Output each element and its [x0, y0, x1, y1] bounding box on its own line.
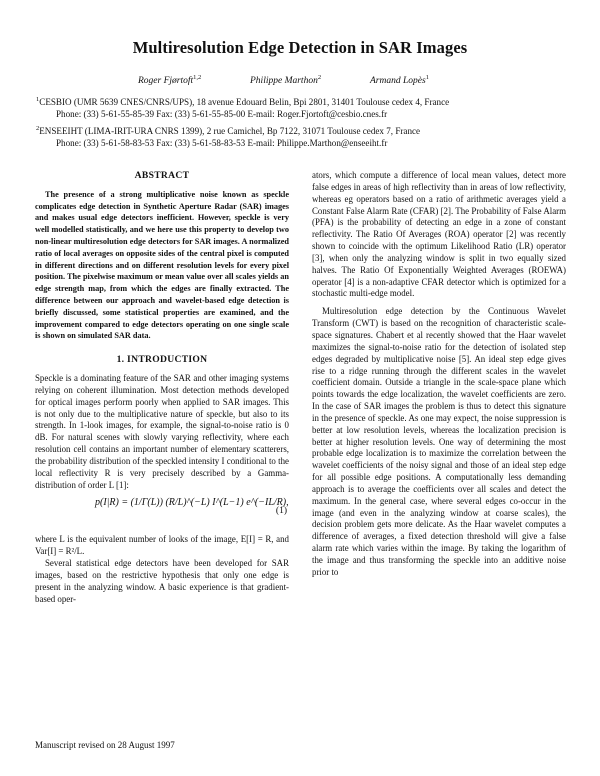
abstract-heading: ABSTRACT	[134, 170, 190, 181]
affiliation-1	[36, 94, 576, 120]
paper-title: Multiresolution Edge Detection in SAR Images	[132, 38, 468, 57]
author-name: Roger Fjørtoft	[138, 76, 194, 87]
affiliation-line: ENSEEIHT (LIMA-IRIT-URA CNRS 1399), 2 rue Camichel, Bp 7122, 31071 Toulouse cedex 7, France	[39, 126, 421, 137]
equation-body: p(I|R) = (1/Γ(L)) (R/L)^(−L) I^(L−1) e^(−IL/R),	[95, 497, 289, 509]
intro-paragraph-3: Several statistical edge detectors have been developed for SAR images, based on the restrictive hypothesis that only one edge is present in the analyzing window. A basic experience is that gradient-based oper-	[35, 558, 289, 604]
intro-paragraph-1: Speckle is a dominating feature of the SAR and other imaging systems relying on coherent illumination. Most detection methods developed for optical images perform poorly when applied to SAR images. This is not only due to the multiplicative nature of speckle, but also to its strength. In 1-look images, for example, the signal-to-noise ratio is 0 dB. For natural scenes with slowly varying reflectivity, where each resolution cell contains an important number of elementary scatterers, the probability distribution of the speckled intensity I conditional to the local reflectivity R is very precisely described by a Gamma-distribution of order L [1]:	[35, 373, 289, 490]
author-affiliation-mark: 1	[425, 74, 429, 81]
affiliation-mark: 1	[36, 96, 40, 103]
affiliation-line: CESBIO (UMR 5639 CNES/CNRS/UPS), 18 avenue Edouard Belin, Bpi 2801, 31401 Toulouse cedex 4, France	[39, 97, 450, 108]
affiliation-2	[36, 123, 576, 149]
author-2	[250, 74, 321, 86]
affiliation-mark: 2	[36, 125, 40, 132]
equation-number: (1)	[275, 506, 287, 517]
equation-1	[35, 495, 289, 529]
author-affiliation-mark: 2	[317, 74, 322, 81]
left-column	[35, 170, 289, 606]
right-paragraph-1: ators, which compute a difference of local mean values, detect more false edges in areas of high reflectivity than in areas of low reflectivity, whereas eg operators based on a ratio of arithmetic averages yield a Constant False Alarm Rate (CFAR) [2]. The Probability of False Alarm (PFA) is the probability of detecting an edge in a zone of constant reflectivity. The Ratio Of Averages (ROA) operator [2] was recently shown to coincide with the optimum Likelihood Ratio (LR) operator [3], when only the analyzing window is split in two equally sized halves. The Ratio Of Exponentially Weighted Averages (ROEWA) operator [4] is a non-adaptive CFAR detector which is optimized for a stochastic multi-edge model.	[312, 170, 566, 299]
author-name: Philippe Marthon	[250, 76, 318, 87]
author-3	[370, 74, 429, 86]
affiliation-contact: Phone: (33) 5-61-55-85-39 Fax: (33) 5-61-55-85-00 E-mail: Roger.Fjortoft@cesbio.cnes.fr	[56, 109, 388, 120]
intro-paragraph-2: where L is the equivalent number of looks of the image, E[I] = R, and Var[I] = R²/L.	[35, 534, 289, 557]
author-1	[138, 74, 201, 86]
author-list	[0, 74, 600, 88]
section-heading-introduction: 1. INTRODUCTION	[116, 354, 208, 366]
right-column	[312, 170, 566, 579]
author-name: Armand Lopès	[370, 76, 426, 87]
affiliation-address	[36, 94, 576, 108]
affiliation-address	[36, 123, 576, 137]
right-paragraph-2: Multiresolution edge detection by the Continuous Wavelet Transform (CWT) is based on the recognition of characteristic scale-space signatures. Chabert et al recently showed that the Haar wavelet maximizes the signal-to-noise ratio for the detection of isolated step edges degraded by multiplicative noise [5]. An ideal step edge gives rise to a ridge running through the different scales in the wavelet coefficient domain. Outside a triangle in the scale-space plane which points towards the edge localization, the wavelet coefficients are zero. In the case of SAR images the problem is thus to detect this signature in the presence of speckle. As one may expect, the noise suppression is better at low resolution levels, whereas the localization precision is better at higher resolution levels. One way of determining the most probable edge localization is to maximize the correlation between the wavelet coefficients of the noisy signal and those of an ideal step edge for all possible edge positions. A computationally less demanding approach is to average the coefficients over all scales and detect the maximum. In the general case, where several edges co-occur in the image (and even in the analyzing window at coarse scales), the decision problem gets more delicate. As the Haar wavelet computes a difference of averages, a fixed detection threshold will give a false alarm rate which varies within the image. By taking the logarithm of the image and thus transforming the speckle into an additive noise prior to	[312, 306, 566, 577]
abstract-text: The presence of a strong multiplicative noise known as speckle complicates edge detection in Synthetic Aperture Radar (SAR) images and makes usual edge detectors inefficient. However, speckle is very well modelled statistically, and we here use this property to develop two non-linear multiresolution edge detectors for SAR images. A normalized ratio of local averages on opposite sides of the central pixel is computed in different directions and on different resolution levels for every pixel position. The pixelwise maximum or mean value over all scales yields an edge strength map, from which the edges are finally extracted. The difference between our approach and wavelet-based edge detection is briefly discussed, some statistical properties are examined, and the improvement compared to edge detectors operating on one single scale is shown on simulated SAR data.	[35, 189, 289, 341]
author-affiliation-mark: 1,2	[193, 74, 202, 81]
affiliation-contact: Phone: (33) 5-61-58-83-53 Fax: (33) 5-61-58-83-53 E-mail: Philippe.Marthon@enseeiht.fr	[56, 138, 388, 149]
manuscript-footer: Manuscript revised on 28 August 1997	[35, 740, 175, 750]
